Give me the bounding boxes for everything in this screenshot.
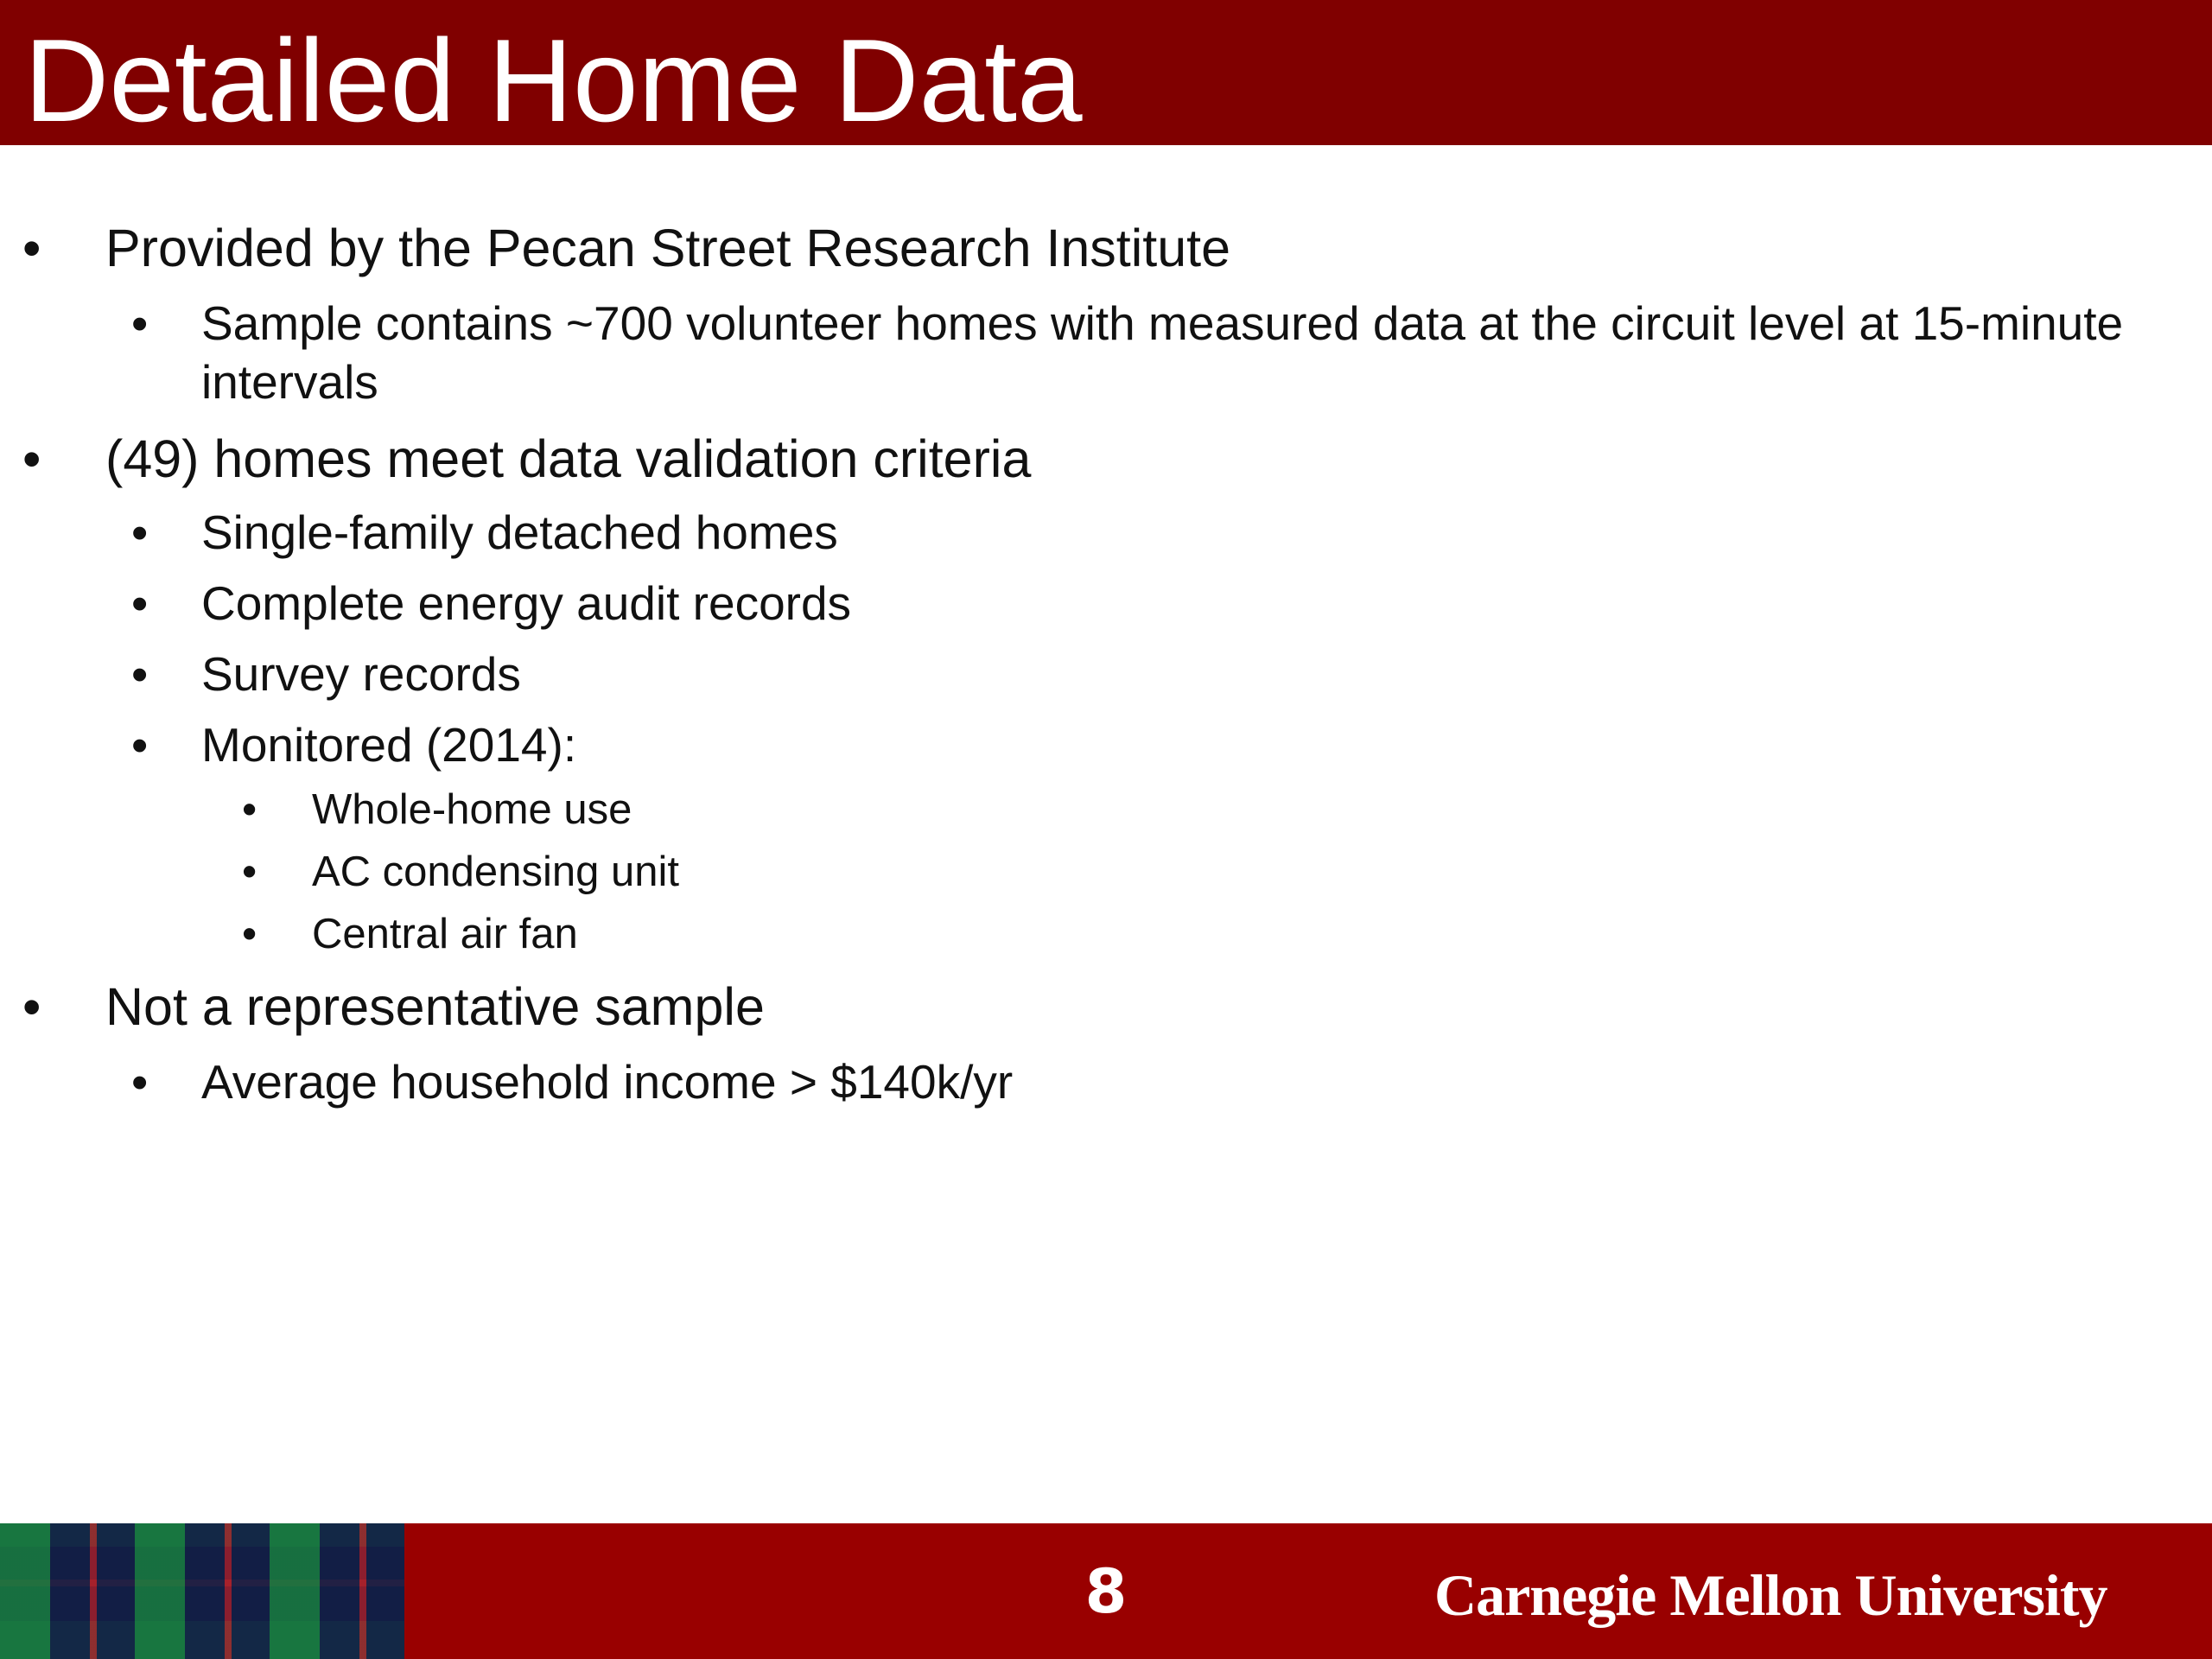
bullet-dot-icon: • bbox=[242, 849, 257, 895]
bullet-text: Survey records bbox=[201, 647, 521, 701]
bullet-text: Complete energy audit records bbox=[201, 576, 852, 630]
university-logo: Carnegie Mellon University bbox=[1434, 1562, 2107, 1628]
bullet-dot-icon: • bbox=[131, 505, 149, 559]
bullet-dot-icon: • bbox=[131, 296, 149, 350]
bullet-text: Single-family detached homes bbox=[201, 505, 838, 559]
bullet-dot-icon: • bbox=[131, 647, 149, 701]
bullet-dot-icon: • bbox=[131, 1055, 149, 1109]
bullet-dot-icon: • bbox=[22, 219, 41, 277]
bullet-text: Average household income > $140k/yr bbox=[201, 1055, 1014, 1109]
bullet-text: (49) homes meet data validation criteria bbox=[105, 429, 1032, 488]
bullet-text: Central air fan bbox=[312, 911, 578, 957]
tartan-plaid-image bbox=[0, 1523, 404, 1659]
bullet-dot-icon: • bbox=[22, 977, 41, 1036]
bullet-text: Monitored (2014): bbox=[201, 718, 577, 772]
bullet-dot-icon: • bbox=[22, 429, 41, 488]
bullet-dot-icon: • bbox=[242, 786, 257, 833]
page-number: 8 bbox=[1084, 1556, 1128, 1627]
footer-bar bbox=[0, 1523, 2212, 1659]
slide-title: Detailed Home Data bbox=[24, 15, 1083, 146]
bullet-dot-icon: • bbox=[131, 576, 149, 630]
bullet-text: AC condensing unit bbox=[312, 849, 679, 895]
bullet-dot-icon: • bbox=[242, 911, 257, 957]
bullet-text: Not a representative sample bbox=[105, 977, 765, 1036]
bullet-text: Sample contains ~700 volunteer homes with measured data at the circuit level at 15-minute intervals bbox=[201, 296, 2124, 409]
bullet-dot-icon: • bbox=[131, 718, 149, 772]
bullet-text: Whole-home use bbox=[312, 786, 632, 833]
bullet-text: Provided by the Pecan Street Research Institute bbox=[105, 219, 1231, 277]
